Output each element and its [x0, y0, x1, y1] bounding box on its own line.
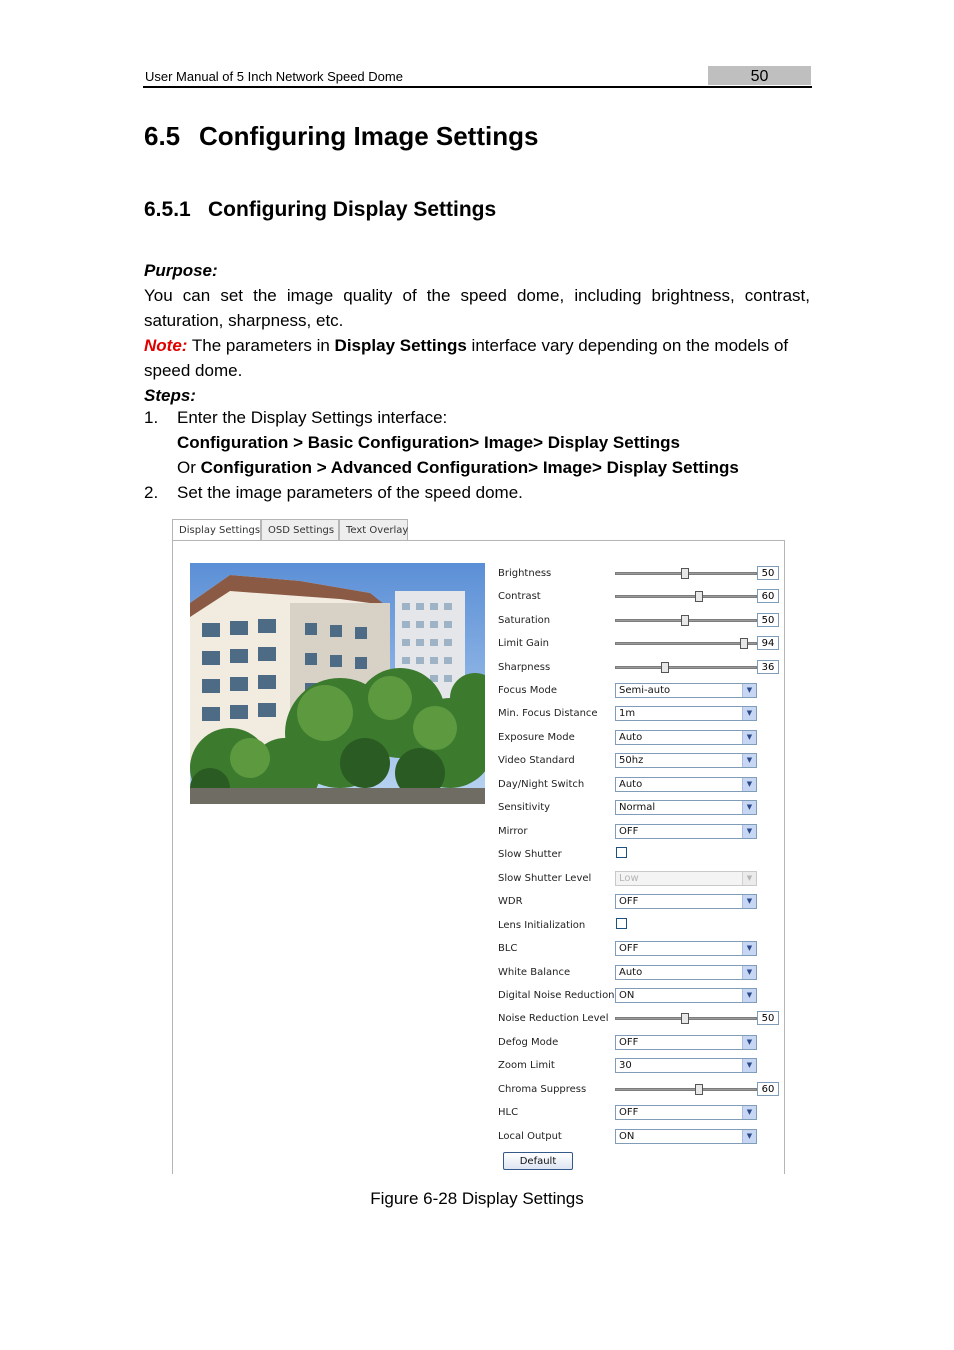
- limit-gain-label: Limit Gain: [498, 638, 549, 649]
- note-label: Note:: [144, 336, 188, 355]
- video-standard-label: Video Standard: [498, 755, 575, 766]
- mirror-row: [498, 824, 788, 840]
- min-focus-distance-value: 1m: [619, 708, 636, 719]
- chevron-down-icon[interactable]: ▼: [742, 778, 756, 791]
- noise-reduction-level-slider-thumb[interactable]: [681, 1013, 689, 1024]
- saturation-row: [498, 613, 788, 629]
- chevron-down-icon[interactable]: ▼: [742, 731, 756, 744]
- contrast-row: [498, 589, 788, 605]
- sensitivity-label: Sensitivity: [498, 802, 551, 813]
- digital-noise-reduction-value: ON: [619, 990, 635, 1001]
- chevron-down-icon[interactable]: ▼: [742, 1059, 756, 1072]
- mirror-label: Mirror: [498, 826, 528, 837]
- saturation-slider[interactable]: [615, 617, 757, 625]
- video-standard-value: 50hz: [619, 755, 644, 766]
- digital-noise-reduction-select[interactable]: [615, 988, 757, 1003]
- sharpness-slider[interactable]: [615, 664, 757, 672]
- chevron-down-icon: ▼: [742, 872, 756, 885]
- local-output-select[interactable]: [615, 1129, 757, 1144]
- wdr-label: WDR: [498, 896, 523, 907]
- wdr-select[interactable]: [615, 894, 757, 909]
- chroma-suppress-row: [498, 1082, 788, 1098]
- white-balance-label: White Balance: [498, 967, 571, 978]
- purpose-label: Purpose:: [144, 261, 218, 280]
- brightness-label: Brightness: [498, 568, 552, 579]
- focus-mode-value: Semi-auto: [619, 685, 671, 696]
- hlc-value: OFF: [619, 1107, 639, 1118]
- day-night-switch-select[interactable]: [615, 777, 757, 792]
- chevron-down-icon[interactable]: ▼: [742, 966, 756, 979]
- lens-initialization-checkbox[interactable]: [616, 918, 627, 929]
- brightness-value[interactable]: 50: [757, 566, 779, 580]
- hlc-label: HLC: [498, 1107, 519, 1118]
- chevron-down-icon[interactable]: ▼: [742, 707, 756, 720]
- note-line-2: speed dome.: [144, 361, 243, 380]
- exposure-mode-value: Auto: [619, 732, 643, 743]
- sensitivity-row: [498, 800, 788, 816]
- tab-display-settings[interactable]: Display Settings: [172, 519, 261, 541]
- day-night-switch-label: Day/Night Switch: [498, 779, 585, 790]
- chevron-down-icon[interactable]: ▼: [742, 1130, 756, 1143]
- header-rule: [143, 86, 812, 88]
- limit-gain-slider-thumb[interactable]: [740, 638, 748, 649]
- limit-gain-slider-track: [615, 642, 757, 645]
- exposure-mode-row: [498, 730, 788, 746]
- chevron-down-icon[interactable]: ▼: [742, 754, 756, 767]
- defog-mode-label: Defog Mode: [498, 1037, 559, 1048]
- purpose-line-2: saturation, sharpness, etc.: [144, 311, 344, 330]
- wdr-value: OFF: [619, 896, 639, 907]
- subsection-title: Configuring Display Settings: [208, 198, 497, 221]
- slow-shutter-level-label: Slow Shutter Level: [498, 873, 592, 884]
- steps-label: Steps:: [144, 386, 196, 405]
- blc-select[interactable]: [615, 941, 757, 956]
- focus-mode-row: [498, 683, 788, 699]
- slow-shutter-level-value: Low: [619, 873, 639, 884]
- chevron-down-icon[interactable]: ▼: [742, 801, 756, 814]
- noise-reduction-level-row: [498, 1011, 788, 1027]
- header-title: User Manual of 5 Inch Network Speed Dome: [145, 69, 403, 84]
- slow-shutter-checkbox[interactable]: [616, 847, 627, 858]
- local-output-label: Local Output: [498, 1131, 562, 1142]
- note-text-1: The parameters in: [187, 336, 335, 355]
- sharpness-slider-thumb[interactable]: [661, 662, 669, 673]
- brightness-row: [498, 566, 788, 582]
- note-bold: Display Settings: [334, 336, 467, 355]
- noise-reduction-level-label: Noise Reduction Level: [498, 1013, 609, 1024]
- contrast-slider-track: [615, 595, 757, 598]
- hlc-row: [498, 1105, 788, 1121]
- sharpness-label: Sharpness: [498, 662, 551, 673]
- contrast-slider[interactable]: [615, 593, 757, 601]
- local-output-row: [498, 1129, 788, 1145]
- chevron-down-icon[interactable]: ▼: [742, 1106, 756, 1119]
- section-heading: [144, 121, 538, 152]
- brightness-slider-thumb[interactable]: [681, 568, 689, 579]
- min-focus-distance-select[interactable]: [615, 706, 757, 721]
- white-balance-value: Auto: [619, 967, 643, 978]
- purpose-line-1: You can set the image quality of the speed dome, including brightness, contrast,: [144, 286, 810, 305]
- live-preview-image: [190, 563, 485, 804]
- menu-path-advanced-line: [177, 458, 739, 478]
- chroma-suppress-slider-track: [615, 1088, 757, 1091]
- min-focus-distance-row: [498, 706, 788, 722]
- saturation-label: Saturation: [498, 615, 551, 626]
- contrast-value[interactable]: 60: [757, 589, 779, 603]
- sensitivity-value: Normal: [619, 802, 656, 813]
- zoom-limit-row: [498, 1058, 788, 1074]
- min-focus-distance-label: Min. Focus Distance: [498, 708, 598, 719]
- limit-gain-slider[interactable]: [615, 640, 757, 648]
- zoom-limit-value: 30: [619, 1060, 632, 1071]
- blc-row: [498, 941, 788, 957]
- focus-mode-label: Focus Mode: [498, 685, 557, 696]
- lens-initialization-label: Lens Initialization: [498, 920, 586, 931]
- sensitivity-select[interactable]: [615, 800, 757, 815]
- white-balance-row: [498, 965, 788, 981]
- step-1-number: 1.: [144, 408, 159, 427]
- defog-mode-row: [498, 1035, 788, 1051]
- focus-mode-select[interactable]: [615, 683, 757, 698]
- video-standard-select[interactable]: [615, 753, 757, 768]
- saturation-slider-thumb[interactable]: [681, 615, 689, 626]
- note-text-2: interface vary depending on the models of: [466, 336, 789, 355]
- contrast-slider-thumb[interactable]: [695, 591, 703, 602]
- local-output-value: ON: [619, 1131, 635, 1142]
- noise-reduction-level-slider[interactable]: [615, 1015, 757, 1023]
- note-line-1: [144, 333, 810, 358]
- white-balance-select[interactable]: [615, 965, 757, 980]
- saturation-value[interactable]: 50: [757, 613, 779, 627]
- tab-osd-settings[interactable]: OSD Settings: [261, 519, 339, 540]
- figure-caption: Figure 6-28 Display Settings: [370, 1189, 584, 1208]
- video-standard-row: [498, 753, 788, 769]
- chroma-suppress-value[interactable]: 60: [757, 1082, 779, 1096]
- exposure-mode-select[interactable]: [615, 730, 757, 745]
- step-1-text: Enter the Display Settings interface:: [177, 408, 448, 427]
- digital-noise-reduction-row: [498, 988, 788, 1004]
- limit-gain-row: [498, 636, 788, 652]
- page-number: 50: [708, 66, 811, 85]
- section-title: Configuring Image Settings: [199, 121, 539, 151]
- brightness-slider[interactable]: [615, 570, 757, 578]
- lens-initialization-row: [498, 918, 788, 934]
- limit-gain-value[interactable]: 94: [757, 636, 779, 650]
- chevron-down-icon[interactable]: ▼: [742, 989, 756, 1002]
- chroma-suppress-slider-thumb[interactable]: [695, 1084, 703, 1095]
- zoom-limit-label: Zoom Limit: [498, 1060, 555, 1071]
- noise-reduction-level-value[interactable]: 50: [757, 1011, 779, 1025]
- sharpness-value[interactable]: 36: [757, 660, 779, 674]
- chroma-suppress-label: Chroma Suppress: [498, 1084, 587, 1095]
- slow-shutter-label: Slow Shutter: [498, 849, 562, 860]
- chevron-down-icon[interactable]: ▼: [742, 895, 756, 908]
- blc-value: OFF: [619, 943, 639, 954]
- chevron-down-icon[interactable]: ▼: [742, 1036, 756, 1049]
- step-2-number: 2.: [144, 483, 159, 502]
- slow-shutter-row: [498, 847, 788, 863]
- chevron-down-icon[interactable]: ▼: [742, 825, 756, 838]
- sharpness-slider-track: [615, 666, 757, 669]
- day-night-switch-value: Auto: [619, 779, 643, 790]
- zoom-limit-select[interactable]: [615, 1058, 757, 1073]
- contrast-label: Contrast: [498, 591, 541, 602]
- menu-path-advanced: Configuration > Advanced Configuration> Image> Display Settings: [200, 458, 739, 477]
- digital-noise-reduction-label: Digital Noise Reduction: [498, 990, 615, 1001]
- step-2-text: Set the image parameters of the speed dome.: [177, 483, 523, 502]
- subsection-heading: [144, 198, 496, 222]
- chevron-down-icon[interactable]: ▼: [742, 942, 756, 955]
- wdr-row: [498, 894, 788, 910]
- mirror-select[interactable]: [615, 824, 757, 839]
- slow-shutter-level-row: [498, 871, 788, 887]
- hlc-select[interactable]: [615, 1105, 757, 1120]
- defog-mode-value: OFF: [619, 1037, 639, 1048]
- chevron-down-icon[interactable]: ▼: [742, 684, 756, 697]
- slow-shutter-level-select: [615, 871, 757, 886]
- exposure-mode-label: Exposure Mode: [498, 732, 575, 743]
- defog-mode-select[interactable]: [615, 1035, 757, 1050]
- default-button[interactable]: Default: [503, 1152, 573, 1170]
- menu-path-basic: Configuration > Basic Configuration> Image> Display Settings: [177, 433, 680, 452]
- menu-path-or: Or: [177, 458, 201, 477]
- mirror-value: OFF: [619, 826, 639, 837]
- subsection-number: 6.5.1: [144, 198, 191, 221]
- day-night-switch-row: [498, 777, 788, 793]
- section-number: 6.5: [144, 121, 181, 151]
- sharpness-row: [498, 660, 788, 676]
- chroma-suppress-slider[interactable]: [615, 1086, 757, 1094]
- tab-text-overlay[interactable]: Text Overlay: [339, 519, 408, 540]
- display-settings-screenshot: [172, 519, 786, 1175]
- blc-label: BLC: [498, 943, 518, 954]
